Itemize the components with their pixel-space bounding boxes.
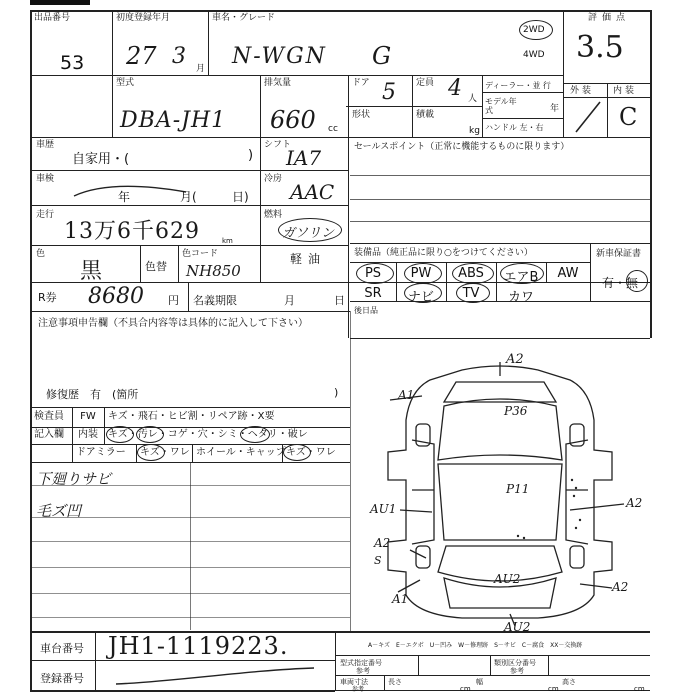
damage-hood: P36	[504, 404, 528, 418]
overall-score: 3.5	[576, 30, 624, 65]
damage-right-rear: A2	[612, 580, 629, 594]
damage-legend: A－キズ E－エクボ U－凹み W－修理跡 S－サビ C－腐食 XX－交換跡	[368, 642, 583, 649]
displacement-label: 排気量	[264, 78, 292, 88]
car-name: N-WGN	[232, 44, 327, 69]
score-label: 評価点	[588, 13, 631, 23]
color-change-label: 色替	[145, 260, 167, 273]
reg-number-strike	[110, 664, 320, 688]
chassis-label: 車台番号	[40, 642, 84, 655]
damage-left-rear-bottom: A1	[392, 592, 409, 606]
fuel-circle	[278, 218, 342, 242]
chassis-number: JH1-1119223.	[108, 632, 289, 660]
drive-2wd-circle	[519, 20, 553, 40]
ac: AAC	[290, 180, 335, 204]
inspector-label-2: 記入欄	[34, 429, 64, 440]
inspection-label: 車検	[36, 174, 55, 184]
drive-4wd: 4WD	[523, 50, 545, 60]
equip-pw: PW	[410, 266, 432, 281]
exterior-label: 外装	[570, 86, 595, 96]
mirror-text: キズ・ワレ	[140, 447, 190, 458]
r-ticket-label: R券	[38, 291, 57, 304]
fw-text: キズ・飛石・ヒビ割・リペア跡・X要	[108, 411, 275, 422]
fuel: ガソリン	[282, 226, 335, 241]
equip-abs: ABS	[458, 266, 484, 281]
damage-left-rear: A2	[374, 536, 391, 550]
damage-rear-bumper: AU2	[504, 620, 531, 634]
mileage: 13万6千629	[64, 219, 200, 244]
inspection-day-unit: 日)	[232, 190, 249, 204]
color-code: NH850	[186, 262, 241, 280]
shift: IA7	[286, 146, 322, 170]
equip-sr: SR	[364, 286, 382, 301]
interior-label: 内装	[613, 86, 638, 96]
equip-airbag: エアB	[503, 270, 539, 285]
inspector-label-1: 検査員	[34, 411, 64, 422]
doors-label: ドア	[352, 78, 370, 88]
after-items-label: 後日品	[354, 306, 378, 315]
equip-abs-circle	[452, 263, 494, 284]
handle-label: ハンドル 左・右	[485, 123, 544, 132]
yen-unit: 円	[168, 294, 179, 307]
model-year-label: モデル年式	[485, 97, 517, 115]
model-type-label: 型式	[116, 78, 135, 88]
reg-number-label: 登録番号	[40, 672, 84, 685]
remark-1: 下廻りサビ	[36, 470, 112, 488]
month-unit: 月	[196, 64, 206, 74]
wheel-label: ホイール・キャップ	[196, 447, 286, 458]
interior-text: キズ・汚レ・コゲ・穴・シミ・ヘタリ・破レ	[108, 429, 308, 440]
equip-aw: AW	[557, 266, 579, 281]
exterior-slash	[570, 100, 604, 134]
reg-expiry-month: 月	[284, 294, 295, 307]
equip-ps: PS	[364, 266, 382, 281]
interior-row-label: 内装	[78, 429, 98, 440]
repair-close: )	[334, 386, 339, 399]
height-label: 高さ	[562, 678, 576, 686]
inspection-year-unit: 年	[118, 190, 131, 204]
shift-label: シフト	[264, 140, 292, 150]
model-type: DBA-JH1	[120, 108, 227, 133]
equip-pw-circle	[404, 263, 442, 284]
lot-no-label: 出品番号	[34, 13, 71, 23]
doors: 5	[382, 80, 396, 105]
history-label: 車歴	[36, 140, 55, 150]
lot-no: 53	[60, 52, 85, 74]
color: 黒	[80, 259, 103, 284]
damage-roof: P11	[506, 482, 530, 496]
length-unit: cm	[460, 685, 471, 693]
damage-left-door: AU1	[370, 502, 397, 516]
color-label: 色	[36, 249, 46, 259]
repair-label: 修復歴 有 (箇所	[46, 388, 139, 401]
size-sub: 参考	[352, 686, 365, 693]
size-label: 車両寸法	[340, 678, 368, 686]
cc-unit: cc	[328, 124, 338, 134]
equip-leather: カワ	[507, 290, 534, 305]
wheel-circle	[283, 444, 311, 461]
damage-trunk: AU2	[494, 572, 521, 586]
equip-airbag-circle	[500, 263, 544, 284]
first-reg-label: 初度登録年月	[116, 13, 171, 23]
equip-ps-circle	[356, 263, 394, 284]
displacement: 660	[270, 106, 316, 134]
first-reg-month: 3	[172, 44, 186, 69]
cert-label: 型式指定番号	[340, 659, 382, 667]
equipment-label: 装備品（純正品に限り○をつけてください）	[354, 248, 533, 258]
mileage-label: 走行	[36, 210, 55, 220]
wheel-text: キズ・ワレ	[286, 447, 336, 458]
equip-tv-circle	[456, 283, 490, 303]
header-tab	[30, 0, 90, 5]
fuel-label: 燃料	[264, 210, 283, 220]
form-label: 形状	[352, 110, 371, 120]
r-ticket: 8680	[88, 284, 144, 309]
capacity-label: 定員	[416, 78, 435, 88]
car-grade: G	[372, 42, 392, 70]
fw-label: FW	[80, 411, 96, 422]
car-name-label: 車名・グレード	[212, 13, 276, 23]
class-sub: 参考	[510, 667, 524, 675]
inspection-month-unit: 月(	[180, 190, 197, 204]
color-code-label: 色コード	[182, 249, 219, 259]
interior-dirt-circle	[136, 426, 164, 443]
capacity: 4	[448, 76, 462, 101]
reg-expiry-label: 名義期限	[193, 294, 237, 307]
history-close: )	[248, 148, 254, 163]
height-unit: cm	[634, 685, 645, 693]
remark-2: 毛ズ凹	[36, 502, 82, 520]
width-unit: cm	[548, 685, 559, 693]
dealer-label: ディーラー・並 行	[485, 81, 551, 90]
km-unit: km	[222, 237, 233, 245]
damage-front-top: A2	[506, 352, 524, 367]
damage-right-door: A2	[626, 496, 643, 510]
history-value: 自家用・(	[72, 152, 130, 167]
selling-point-label: セールスポイント（正常に機能するものに限ります）	[354, 142, 570, 152]
mirror-label: ドアミラー	[76, 447, 126, 458]
equip-navi: ナビ	[407, 290, 434, 305]
ac-label: 冷房	[264, 174, 283, 184]
drive-2wd: 2WD	[523, 25, 545, 35]
width-label: 幅	[476, 678, 483, 686]
kg-unit: kg	[469, 126, 480, 136]
length-label: 長さ	[388, 678, 402, 686]
model-year-unit: 年	[550, 104, 560, 114]
diesel: 軽油	[290, 252, 327, 266]
class-label: 類別区分番号	[494, 659, 536, 667]
notes-label: 注意事項申告欄（不具合内容等は具体的に記入して下さい）	[38, 318, 308, 329]
mirror-circle	[137, 444, 165, 461]
damage-front-left: A1	[398, 388, 415, 402]
load-label: 積載	[416, 110, 435, 120]
interior-grade: C	[619, 103, 638, 131]
capacity-unit: 人	[468, 94, 478, 104]
interior-scratch-circle	[106, 426, 134, 443]
reg-expiry-day: 日	[334, 294, 345, 307]
equip-navi-circle	[404, 283, 442, 303]
interior-stain-circle	[240, 426, 270, 443]
car-damage-diagram	[350, 340, 650, 630]
equip-tv: TV	[462, 286, 480, 301]
warranty-circle	[626, 270, 648, 292]
damage-left-rust: S	[374, 554, 382, 567]
first-reg-year: 27	[126, 42, 157, 70]
cert-sub: 参考	[356, 667, 370, 675]
warranty-label: 新車保証書	[596, 249, 642, 259]
warranty-value: 有・無	[602, 276, 639, 290]
